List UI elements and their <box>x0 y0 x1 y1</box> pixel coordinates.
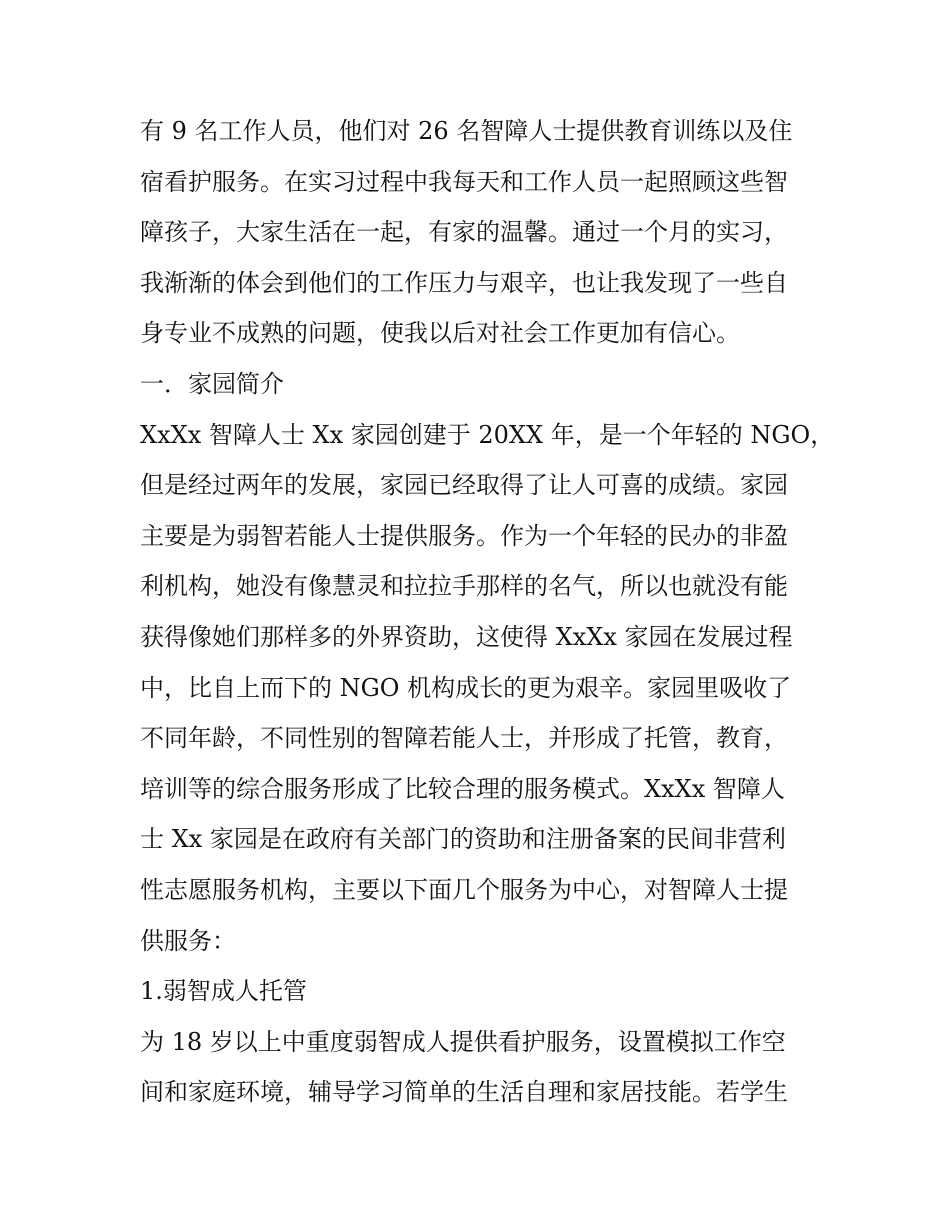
subsection-heading: 1.弱智成人托管 <box>140 977 307 1006</box>
body-line: 不同年龄，不同性别的智障若能人士，并形成了托管，教育， <box>140 724 788 753</box>
body-line: 培训等的综合服务形成了比较合理的服务模式。XxXx 智障人 <box>140 774 785 803</box>
body-line: 身专业不成熟的问题，使我以后对社会工作更加有信心。 <box>140 319 740 348</box>
body-line: 中，比自上而下的 NGO 机构成长的更为艰辛。家园里吸收了 <box>140 673 792 702</box>
body-line: 主要是为弱智若能人士提供服务。作为一个年轻的民办的非盈 <box>140 521 788 550</box>
document-body <box>140 106 835 1118</box>
body-line: 宿看护服务。在实习过程中我每天和工作人员一起照顾这些智 <box>140 167 788 196</box>
body-line: 为 18 岁以上中重度弱智成人提供看护服务，设置模拟工作空 <box>140 1027 786 1056</box>
section-heading: 一．家园简介 <box>140 369 284 398</box>
body-line: 我渐渐的体会到他们的工作压力与艰辛，也让我发现了一些自 <box>140 268 788 297</box>
body-line: 供服务： <box>140 926 236 955</box>
body-line: 间和家庭环境，辅导学习简单的生活自理和家居技能。若学生 <box>140 1078 788 1107</box>
body-line: 利机构，她没有像慧灵和拉拉手那样的名气，所以也就没有能 <box>140 572 788 601</box>
body-line: 但是经过两年的发展，家园已经取得了让人可喜的成绩。家园 <box>140 471 788 500</box>
body-line: 障孩子，大家生活在一起，有家的温馨。通过一个月的实习， <box>140 218 788 247</box>
body-line: 有 9 名工作人员，他们对 26 名智障人士提供教育训练以及住 <box>140 117 793 145</box>
body-line: 性志愿服务机构，主要以下面几个服务为中心，对智障人士提 <box>140 875 788 904</box>
body-line: 获得像她们那样多的外界资助，这使得 XxXx 家园在发展过程 <box>140 622 793 651</box>
body-line: XxXx 智障人士 Xx 家园创建于 20XX 年，是一个年轻的 NGO， <box>140 420 835 449</box>
body-line: 士 Xx 家园是在政府有关部门的资助和注册备案的民间非营利 <box>140 825 786 854</box>
